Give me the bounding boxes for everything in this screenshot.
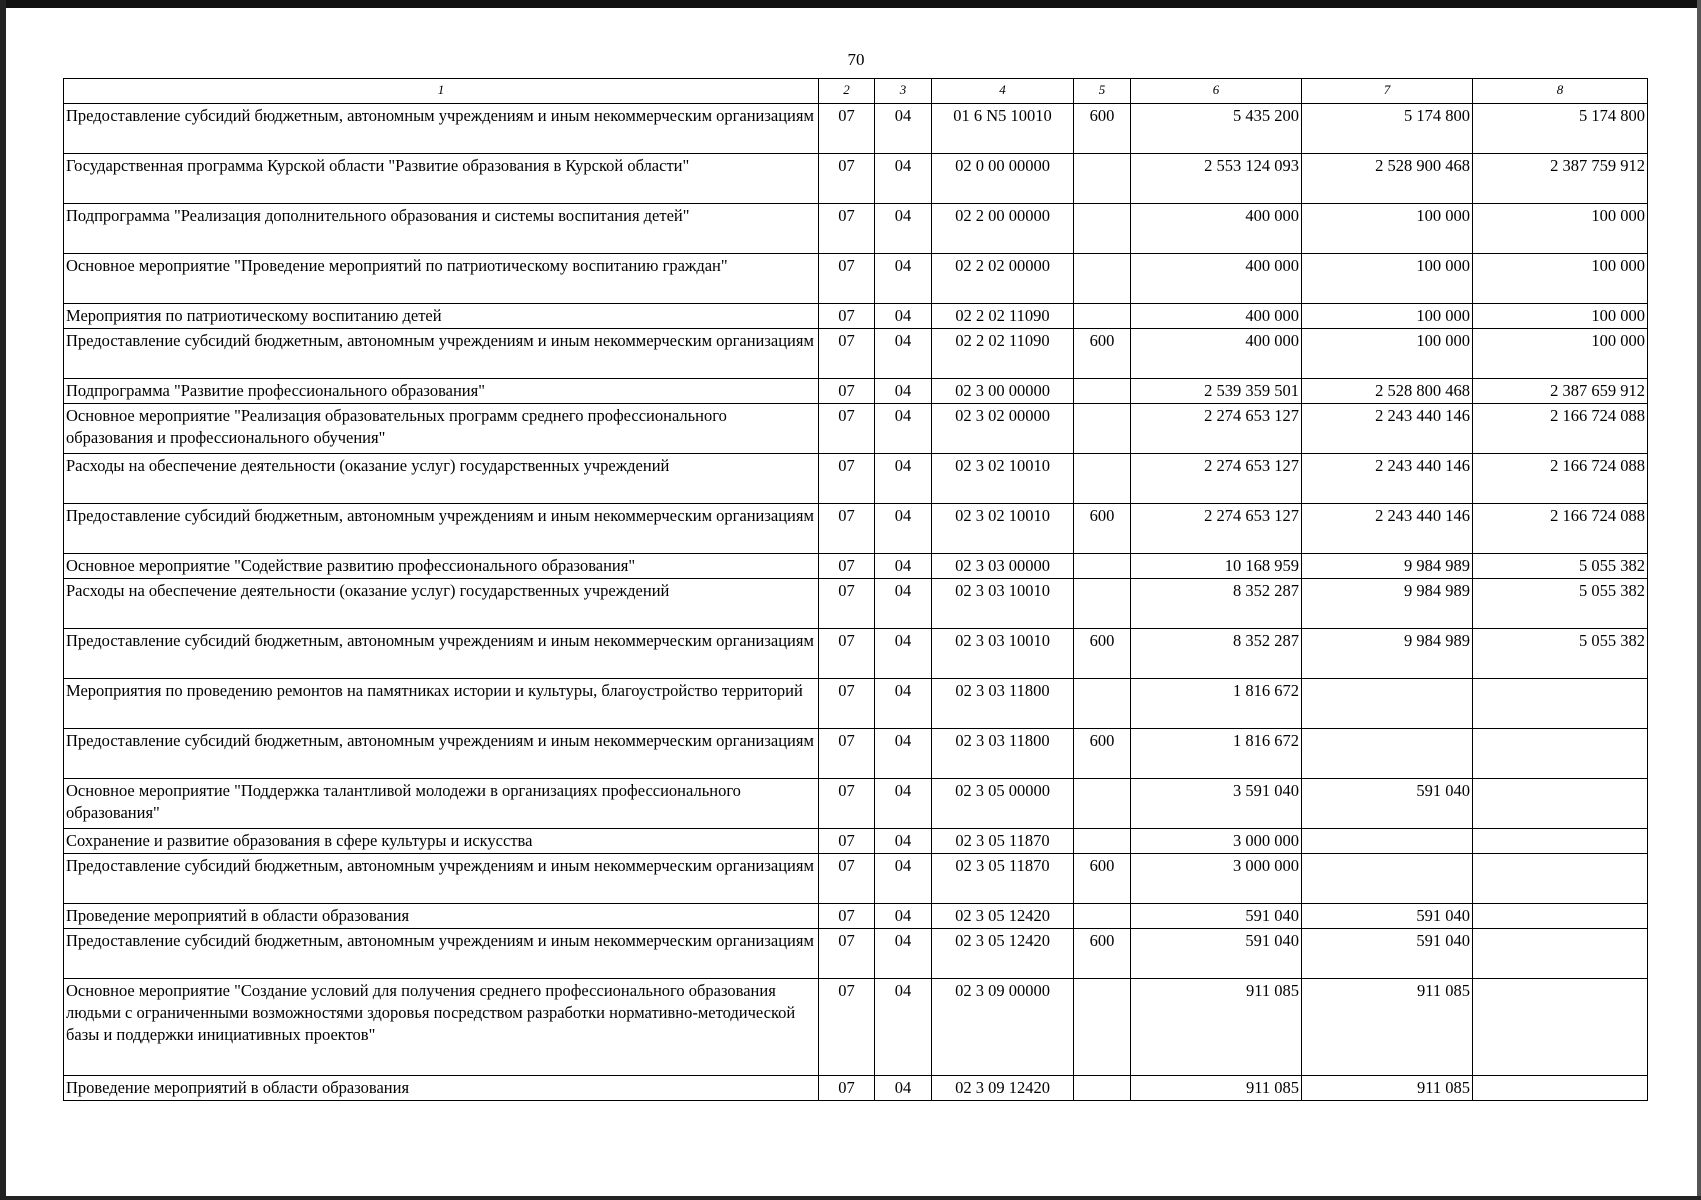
- target-article-cell: 02 3 02 00000: [932, 404, 1074, 454]
- amount-year2-cell: 100 000: [1302, 329, 1473, 379]
- target-article-cell: 02 3 02 10010: [932, 454, 1074, 504]
- expense-type-cell: [1074, 979, 1131, 1076]
- subsection-code-cell: 04: [875, 679, 932, 729]
- target-article-cell: 02 3 03 11800: [932, 729, 1074, 779]
- table-row: [64, 329, 1648, 379]
- amount-year3-cell: [1473, 779, 1648, 829]
- table-row: [64, 504, 1648, 554]
- target-article-cell: 02 3 03 11800: [932, 679, 1074, 729]
- row-name-cell: Предоставление субсидий бюджетным, автономным учреждениям и иным некоммерческим организациям: [64, 854, 819, 904]
- row-name-cell: Расходы на обеспечение деятельности (оказание услуг) государственных учреждений: [64, 454, 819, 504]
- row-name-cell: Предоставление субсидий бюджетным, автономным учреждениям и иным некоммерческим организациям: [64, 329, 819, 379]
- section-code-cell: 07: [819, 679, 875, 729]
- table-row: [64, 729, 1648, 779]
- target-article-cell: 02 3 05 12420: [932, 929, 1074, 979]
- row-name-cell: Предоставление субсидий бюджетным, автономным учреждениям и иным некоммерческим организациям: [64, 104, 819, 154]
- subsection-code-cell: 04: [875, 504, 932, 554]
- table-row: [64, 979, 1648, 1076]
- table-row: [64, 379, 1648, 404]
- amount-year2-cell: 2 243 440 146: [1302, 404, 1473, 454]
- expense-type-cell: [1074, 829, 1131, 854]
- section-code-cell: 07: [819, 504, 875, 554]
- table-row: [64, 904, 1648, 929]
- subsection-code-cell: 04: [875, 729, 932, 779]
- amount-year2-cell: [1302, 854, 1473, 904]
- section-code-cell: 07: [819, 729, 875, 779]
- subsection-code-cell: 04: [875, 304, 932, 329]
- target-article-cell: 02 3 05 12420: [932, 904, 1074, 929]
- section-code-cell: 07: [819, 929, 875, 979]
- amount-year2-cell: 591 040: [1302, 779, 1473, 829]
- target-article-cell: 02 3 05 11870: [932, 829, 1074, 854]
- subsection-code-cell: 04: [875, 854, 932, 904]
- section-code-cell: 07: [819, 979, 875, 1076]
- subsection-code-cell: 04: [875, 579, 932, 629]
- amount-year2-cell: 2 528 800 468: [1302, 379, 1473, 404]
- target-article-cell: 02 3 03 10010: [932, 629, 1074, 679]
- column-header: 4: [932, 79, 1074, 104]
- header-row: [64, 79, 1648, 104]
- amount-year2-cell: 591 040: [1302, 904, 1473, 929]
- amount-year3-cell: 5 055 382: [1473, 554, 1648, 579]
- table-row: [64, 1076, 1648, 1101]
- table-body: [64, 104, 1648, 1101]
- expense-type-cell: [1074, 454, 1131, 504]
- expense-type-cell: [1074, 379, 1131, 404]
- expense-type-cell: 600: [1074, 504, 1131, 554]
- section-code-cell: 07: [819, 154, 875, 204]
- amount-year3-cell: 2 166 724 088: [1473, 504, 1648, 554]
- table-row: [64, 554, 1648, 579]
- subsection-code-cell: 04: [875, 204, 932, 254]
- page-number: 70: [847, 50, 865, 69]
- expense-type-cell: 600: [1074, 629, 1131, 679]
- amount-year1-cell: 3 000 000: [1131, 829, 1302, 854]
- subsection-code-cell: 04: [875, 454, 932, 504]
- amount-year2-cell: 100 000: [1302, 254, 1473, 304]
- amount-year3-cell: 100 000: [1473, 204, 1648, 254]
- expense-type-cell: [1074, 579, 1131, 629]
- amount-year1-cell: 5 435 200: [1131, 104, 1302, 154]
- table-row: [64, 254, 1648, 304]
- amount-year2-cell: 9 984 989: [1302, 629, 1473, 679]
- expense-type-cell: [1074, 254, 1131, 304]
- amount-year1-cell: 400 000: [1131, 304, 1302, 329]
- subsection-code-cell: 04: [875, 1076, 932, 1101]
- amount-year3-cell: 2 166 724 088: [1473, 404, 1648, 454]
- amount-year3-cell: [1473, 729, 1648, 779]
- subsection-code-cell: 04: [875, 554, 932, 579]
- amount-year2-cell: 2 528 900 468: [1302, 154, 1473, 204]
- subsection-code-cell: 04: [875, 829, 932, 854]
- row-name-cell: Мероприятия по патриотическому воспитанию детей: [64, 304, 819, 329]
- amount-year3-cell: 2 387 759 912: [1473, 154, 1648, 204]
- amount-year1-cell: 1 816 672: [1131, 729, 1302, 779]
- column-header: 2: [819, 79, 875, 104]
- expense-type-cell: [1074, 679, 1131, 729]
- scan-border-right: [1697, 0, 1701, 1200]
- target-article-cell: 02 0 00 00000: [932, 154, 1074, 204]
- amount-year1-cell: 400 000: [1131, 329, 1302, 379]
- column-header: 3: [875, 79, 932, 104]
- amount-year3-cell: [1473, 979, 1648, 1076]
- amount-year1-cell: 400 000: [1131, 204, 1302, 254]
- amount-year1-cell: 591 040: [1131, 929, 1302, 979]
- target-article-cell: 02 3 03 00000: [932, 554, 1074, 579]
- column-header: 8: [1473, 79, 1648, 104]
- section-code-cell: 07: [819, 304, 875, 329]
- amount-year1-cell: 10 168 959: [1131, 554, 1302, 579]
- amount-year1-cell: 591 040: [1131, 904, 1302, 929]
- amount-year3-cell: [1473, 904, 1648, 929]
- row-name-cell: Основное мероприятие "Содействие развитию профессионального образования": [64, 554, 819, 579]
- row-name-cell: Основное мероприятие "Проведение мероприятий по патриотическому воспитанию граждан": [64, 254, 819, 304]
- row-name-cell: Государственная программа Курской области "Развитие образования в Курской области": [64, 154, 819, 204]
- row-name-cell: Проведение мероприятий в области образования: [64, 904, 819, 929]
- expense-type-cell: 600: [1074, 854, 1131, 904]
- amount-year3-cell: [1473, 929, 1648, 979]
- target-article-cell: 02 2 02 11090: [932, 304, 1074, 329]
- section-code-cell: 07: [819, 254, 875, 304]
- expense-type-cell: 600: [1074, 104, 1131, 154]
- table-row: [64, 629, 1648, 679]
- amount-year3-cell: 100 000: [1473, 304, 1648, 329]
- amount-year2-cell: 2 243 440 146: [1302, 504, 1473, 554]
- section-code-cell: 07: [819, 854, 875, 904]
- target-article-cell: 02 3 03 10010: [932, 579, 1074, 629]
- expense-type-cell: [1074, 904, 1131, 929]
- amount-year1-cell: 3 000 000: [1131, 854, 1302, 904]
- section-code-cell: 07: [819, 329, 875, 379]
- section-code-cell: 07: [819, 629, 875, 679]
- subsection-code-cell: 04: [875, 104, 932, 154]
- row-name-cell: Основное мероприятие "Создание условий для получения среднего профессионального образования людьми с ограниченными возможностями здоровья посредством разработки нормативно-методической базы и поддержки инициативных проектов": [64, 979, 819, 1076]
- amount-year3-cell: [1473, 1076, 1648, 1101]
- table-row: [64, 929, 1648, 979]
- subsection-code-cell: 04: [875, 779, 932, 829]
- row-name-cell: Основное мероприятие "Поддержка талантливой молодежи в организациях профессионального образования": [64, 779, 819, 829]
- row-name-cell: Предоставление субсидий бюджетным, автономным учреждениям и иным некоммерческим организациям: [64, 929, 819, 979]
- section-code-cell: 07: [819, 379, 875, 404]
- row-name-cell: Предоставление субсидий бюджетным, автономным учреждениям и иным некоммерческим организациям: [64, 629, 819, 679]
- amount-year3-cell: 100 000: [1473, 254, 1648, 304]
- amount-year3-cell: [1473, 679, 1648, 729]
- amount-year1-cell: 3 591 040: [1131, 779, 1302, 829]
- target-article-cell: 02 3 00 00000: [932, 379, 1074, 404]
- subsection-code-cell: 04: [875, 904, 932, 929]
- expense-type-cell: [1074, 154, 1131, 204]
- amount-year1-cell: 400 000: [1131, 254, 1302, 304]
- amount-year1-cell: 2 274 653 127: [1131, 404, 1302, 454]
- expense-type-cell: [1074, 554, 1131, 579]
- target-article-cell: 02 3 05 00000: [932, 779, 1074, 829]
- row-name-cell: Основное мероприятие "Реализация образовательных программ среднего профессионального образования и профессионального обучения": [64, 404, 819, 454]
- amount-year2-cell: 9 984 989: [1302, 579, 1473, 629]
- amount-year1-cell: 1 816 672: [1131, 679, 1302, 729]
- amount-year1-cell: 8 352 287: [1131, 579, 1302, 629]
- target-article-cell: 02 3 05 11870: [932, 854, 1074, 904]
- subsection-code-cell: 04: [875, 929, 932, 979]
- amount-year2-cell: 591 040: [1302, 929, 1473, 979]
- target-article-cell: 02 3 02 10010: [932, 504, 1074, 554]
- expense-type-cell: 600: [1074, 929, 1131, 979]
- subsection-code-cell: 04: [875, 979, 932, 1076]
- amount-year3-cell: 2 166 724 088: [1473, 454, 1648, 504]
- row-name-cell: Предоставление субсидий бюджетным, автономным учреждениям и иным некоммерческим организациям: [64, 504, 819, 554]
- scan-border-top: [0, 0, 1701, 8]
- amount-year2-cell: 911 085: [1302, 1076, 1473, 1101]
- row-name-cell: Проведение мероприятий в области образования: [64, 1076, 819, 1101]
- table-row: [64, 154, 1648, 204]
- amount-year1-cell: 911 085: [1131, 1076, 1302, 1101]
- amount-year2-cell: [1302, 729, 1473, 779]
- amount-year1-cell: 8 352 287: [1131, 629, 1302, 679]
- amount-year2-cell: [1302, 829, 1473, 854]
- target-article-cell: 02 3 09 00000: [932, 979, 1074, 1076]
- target-article-cell: 02 2 02 11090: [932, 329, 1074, 379]
- expense-type-cell: [1074, 1076, 1131, 1101]
- amount-year2-cell: 100 000: [1302, 304, 1473, 329]
- amount-year2-cell: 5 174 800: [1302, 104, 1473, 154]
- column-header: 6: [1131, 79, 1302, 104]
- row-name-cell: Подпрограмма "Реализация дополнительного образования и системы воспитания детей": [64, 204, 819, 254]
- column-header: 1: [64, 79, 819, 104]
- table-row: [64, 854, 1648, 904]
- target-article-cell: 02 2 02 00000: [932, 254, 1074, 304]
- column-header: 7: [1302, 79, 1473, 104]
- amount-year3-cell: 2 387 659 912: [1473, 379, 1648, 404]
- subsection-code-cell: 04: [875, 629, 932, 679]
- amount-year1-cell: 911 085: [1131, 979, 1302, 1076]
- amount-year1-cell: 2 274 653 127: [1131, 504, 1302, 554]
- section-code-cell: 07: [819, 404, 875, 454]
- amount-year2-cell: 9 984 989: [1302, 554, 1473, 579]
- table-row: [64, 104, 1648, 154]
- expense-type-cell: [1074, 304, 1131, 329]
- amount-year3-cell: 5 055 382: [1473, 579, 1648, 629]
- table-row: [64, 204, 1648, 254]
- subsection-code-cell: 04: [875, 404, 932, 454]
- subsection-code-cell: 04: [875, 329, 932, 379]
- section-code-cell: 07: [819, 454, 875, 504]
- section-code-cell: 07: [819, 554, 875, 579]
- scan-border-bottom: [0, 1196, 1701, 1200]
- section-code-cell: 07: [819, 829, 875, 854]
- amount-year3-cell: [1473, 829, 1648, 854]
- table-row: [64, 404, 1648, 454]
- table-row: [64, 579, 1648, 629]
- row-name-cell: Подпрограмма "Развитие профессионального образования": [64, 379, 819, 404]
- section-code-cell: 07: [819, 904, 875, 929]
- column-header: 5: [1074, 79, 1131, 104]
- expense-type-cell: [1074, 404, 1131, 454]
- table-row: [64, 454, 1648, 504]
- budget-table: [63, 78, 1648, 1101]
- expense-type-cell: 600: [1074, 729, 1131, 779]
- row-name-cell: Мероприятия по проведению ремонтов на памятниках истории и культуры, благоустройство территорий: [64, 679, 819, 729]
- subsection-code-cell: 04: [875, 379, 932, 404]
- target-article-cell: 02 2 00 00000: [932, 204, 1074, 254]
- section-code-cell: 07: [819, 779, 875, 829]
- amount-year1-cell: 2 274 653 127: [1131, 454, 1302, 504]
- table-row: [64, 779, 1648, 829]
- expense-type-cell: [1074, 204, 1131, 254]
- section-code-cell: 07: [819, 204, 875, 254]
- expense-type-cell: 600: [1074, 329, 1131, 379]
- table-row: [64, 829, 1648, 854]
- amount-year3-cell: [1473, 854, 1648, 904]
- amount-year3-cell: 100 000: [1473, 329, 1648, 379]
- target-article-cell: 01 6 N5 10010: [932, 104, 1074, 154]
- section-code-cell: 07: [819, 579, 875, 629]
- target-article-cell: 02 3 09 12420: [932, 1076, 1074, 1101]
- expense-type-cell: [1074, 779, 1131, 829]
- subsection-code-cell: 04: [875, 254, 932, 304]
- scan-border-left: [0, 0, 6, 1200]
- amount-year2-cell: 2 243 440 146: [1302, 454, 1473, 504]
- section-code-cell: 07: [819, 1076, 875, 1101]
- table-row: [64, 679, 1648, 729]
- subsection-code-cell: 04: [875, 154, 932, 204]
- amount-year2-cell: 911 085: [1302, 979, 1473, 1076]
- row-name-cell: Предоставление субсидий бюджетным, автономным учреждениям и иным некоммерческим организациям: [64, 729, 819, 779]
- amount-year2-cell: 100 000: [1302, 204, 1473, 254]
- amount-year2-cell: [1302, 679, 1473, 729]
- amount-year1-cell: 2 539 359 501: [1131, 379, 1302, 404]
- row-name-cell: Сохранение и развитие образования в сфере культуры и искусства: [64, 829, 819, 854]
- amount-year3-cell: 5 174 800: [1473, 104, 1648, 154]
- row-name-cell: Расходы на обеспечение деятельности (оказание услуг) государственных учреждений: [64, 579, 819, 629]
- table-row: [64, 304, 1648, 329]
- amount-year3-cell: 5 055 382: [1473, 629, 1648, 679]
- section-code-cell: 07: [819, 104, 875, 154]
- amount-year1-cell: 2 553 124 093: [1131, 154, 1302, 204]
